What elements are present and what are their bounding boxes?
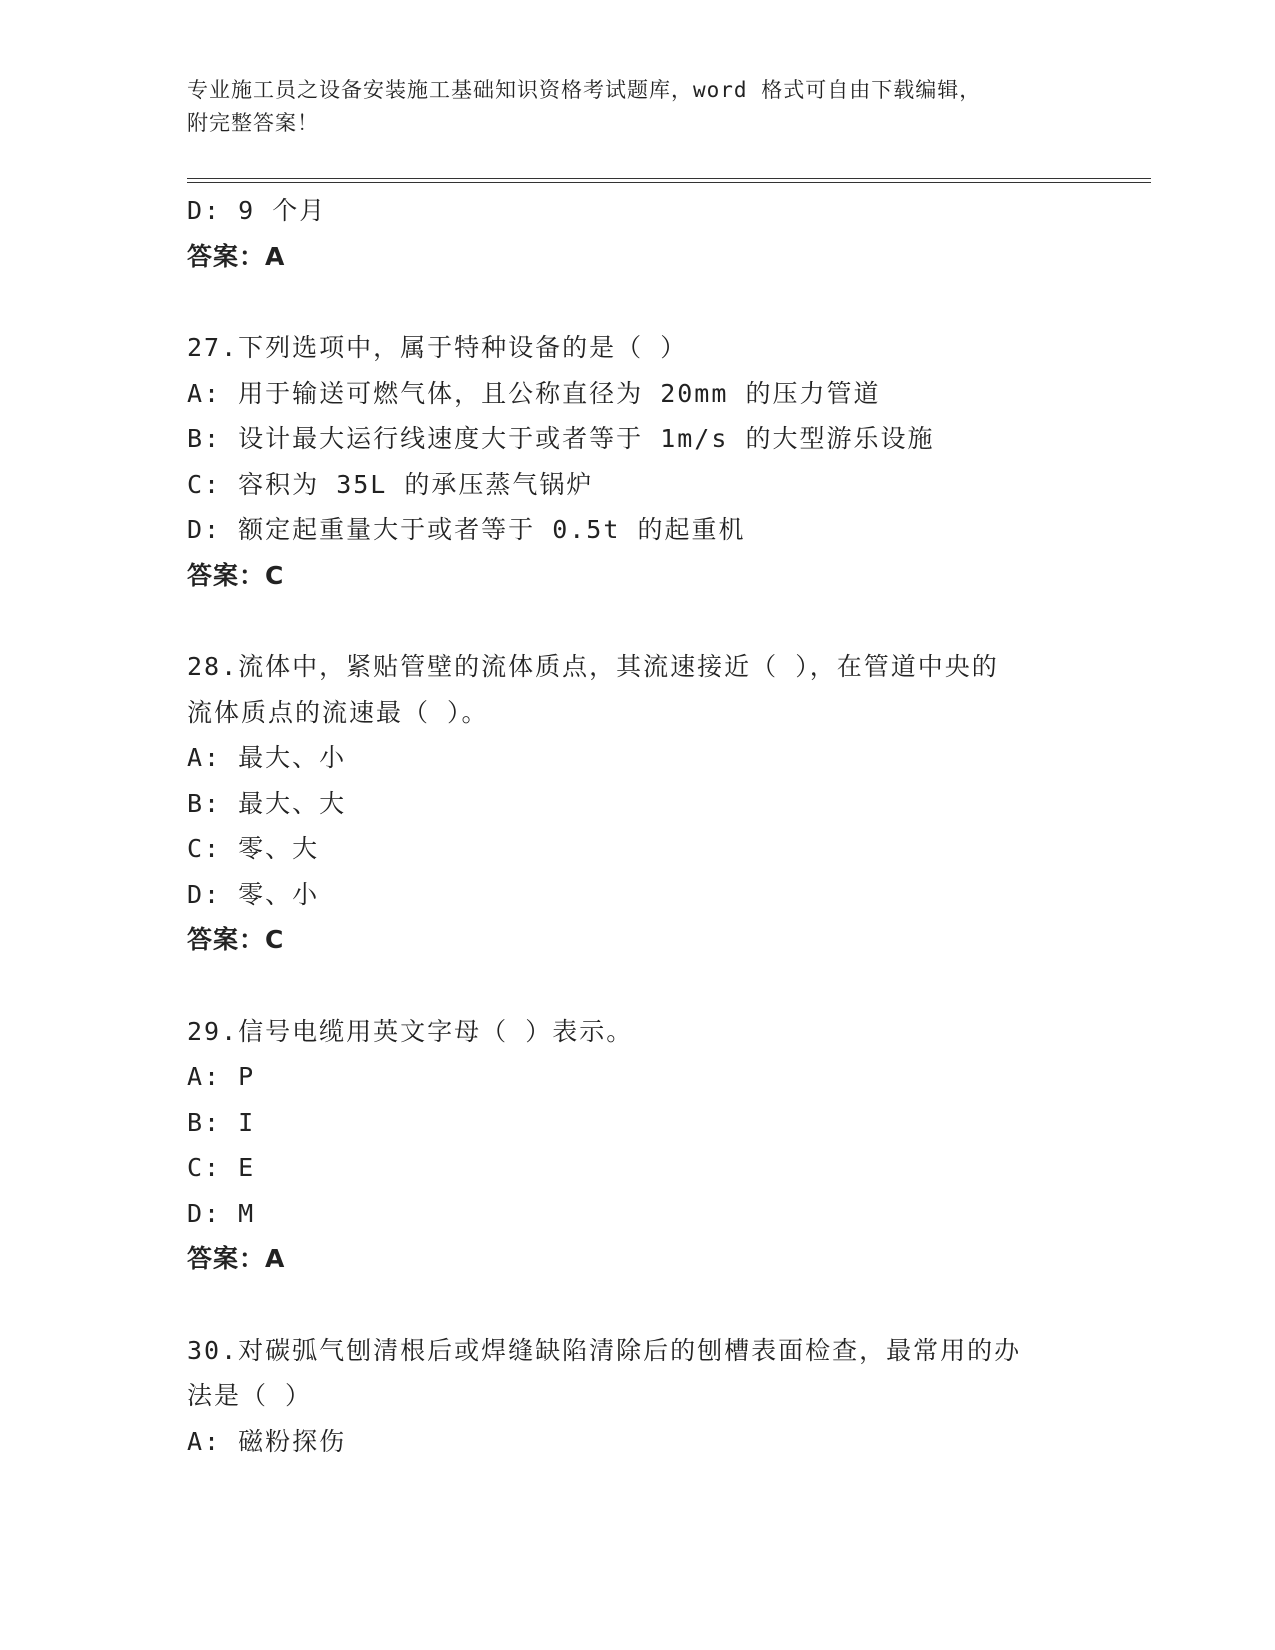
- question-stem-line-2: 法是（ ）: [187, 1381, 313, 1410]
- option-c: C: 零、大: [187, 834, 320, 863]
- previous-question-tail: [187, 188, 1087, 279]
- answer-line: 答案：C: [187, 925, 285, 954]
- option-c: C: 容积为 35L 的承压蒸气锅炉: [187, 469, 594, 499]
- header-line-1: 专业施工员之设备安装施工基础知识资格考试题库，word 格式可自由下载编辑，: [187, 78, 982, 102]
- option-b: B: 最大、大: [187, 788, 347, 818]
- option-b: B: I: [187, 1107, 256, 1137]
- question-29: [187, 1009, 1087, 1282]
- question-stem-line-2: 流体质点的流速最（ ）。: [187, 697, 489, 727]
- question-gap: [187, 963, 1087, 1009]
- question-gap: [187, 598, 1087, 644]
- question-gap: [187, 279, 1087, 325]
- answer-line: 答案：A: [187, 241, 286, 271]
- option-c: C: E: [187, 1153, 256, 1182]
- option-a: A: 最大、小: [187, 743, 347, 772]
- option-d: D: 额定起重量大于或者等于 0.5t 的起重机: [187, 515, 746, 544]
- question-27: [187, 325, 1087, 598]
- document-body: [187, 188, 1087, 1464]
- answer-line: 答案：C: [187, 560, 285, 590]
- question-stem-line-1: 30.对碳弧气刨清根后或焊缝缺陷清除后的刨槽表面检查，最常用的办: [187, 1335, 1022, 1365]
- answer-line: 答案：A: [187, 1244, 286, 1273]
- option-d: D: M: [187, 1198, 256, 1228]
- page-header: [187, 74, 1067, 140]
- question-stem: 29.信号电缆用英文字母（ ）表示。: [187, 1016, 634, 1046]
- option-a: A: 磁粉探伤: [187, 1426, 347, 1456]
- header-double-rule: [187, 178, 1151, 183]
- question-stem: 27.下列选项中，属于特种设备的是（ ）: [187, 333, 688, 362]
- option-b: B: 设计最大运行线速度大于或者等于 1m/s 的大型游乐设施: [187, 424, 935, 453]
- header-line-2: 附完整答案！: [187, 111, 319, 135]
- question-stem-line-1: 28.流体中，紧贴管壁的流体质点，其流速接近（ ），在管道中央的: [187, 652, 999, 681]
- question-gap: [187, 1282, 1087, 1328]
- option-a: A: P: [187, 1062, 256, 1091]
- option-a: A: 用于输送可燃气体，且公称直径为 20mm 的压力管道: [187, 378, 881, 408]
- option-d: D: 9 个月: [187, 196, 327, 225]
- question-28: [187, 644, 1087, 963]
- question-30: [187, 1328, 1087, 1465]
- option-d: D: 零、小: [187, 879, 320, 909]
